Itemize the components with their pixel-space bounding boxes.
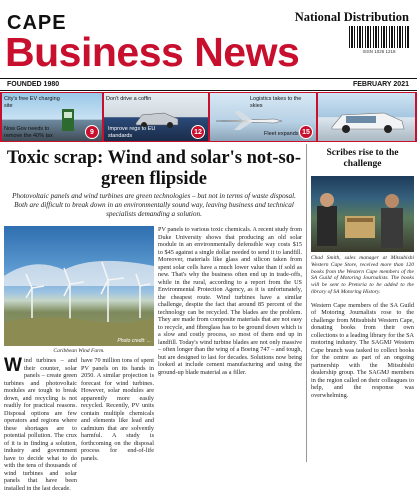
masthead-title: Business News	[5, 29, 300, 75]
teaser-caption: Logistics takes to the skies	[250, 96, 302, 109]
masthead	[0, 0, 417, 88]
teaser-ev-charging[interactable]	[2, 93, 102, 141]
article-headline: Toxic scrap: Wind and solar's not-so-green flipside	[6, 148, 302, 189]
sidebar-photo-caption: Chad Smith, sales manager at Mitsubishi Western Cape Store, received more than 120 books from the Western Cape members of the SA Guild of Motoring Journalists. The books will be sent to Pretoria to be added to the library of SA Motoring History.	[311, 255, 414, 295]
photo-credit: Photo credit: ...	[117, 338, 151, 344]
article-body-text: PV panels to various toxic chemicals. A recent study from Duke University shows that producing an old solar module in an environmentally defensible way costs $15 to $45 against a single dollar needed to send it to landfill. Moreover, materials like glass and silicon taken from spent solar cells have a much lower value than if sold as new. That's why the business often end up in trade-offs, while in the rural, according to a report from the US Environmental Protection Agency, as it is unfortunately, the cheapest route. Wind turbines have a similar challenge, despite the fact that around 85 percent of the technology can be recycled. The blades are the problem. They are made from composite materials that are not easy to recycle, and fibreglass has to be ground down which is a slow and costly process, so most of them end up in landfill. Today's wind turbine blades are not only massive – often longer than the wing of a Boeing 747 – and tough, but are designed to last for decades. Solutions now being looked at include cement manufacturing and using the ground-up blade material as a filler.	[158, 226, 302, 376]
issn-number: ISSN 1026 1218	[362, 49, 396, 54]
teaser-subcaption: Fleet expands	[264, 131, 299, 137]
article-body-text: ind turbines – and their counter, solar panels – create green turbines and photovoltaic modules are tough to break down, and recycling is not readily for practical reasons. Disposal options are few operators and regions where these shortages are to potential pollution. The crux of it is in finding a solution, industry and government have to decide what to do with the tens of thousands of wind turbines and solar panels that have been installed in the last decade.	[4, 357, 77, 492]
page-badge: 12	[191, 125, 205, 139]
issue-date: FEBRUARY 2021	[352, 81, 409, 88]
teaser-logistics-skies[interactable]	[210, 93, 316, 141]
drop-cap: W	[4, 355, 22, 376]
article-column-1	[4, 355, 77, 492]
teaser-fourth[interactable]	[318, 93, 415, 141]
sidebar-story	[306, 144, 414, 462]
teaser-subcaption: Improve regs to EU standards	[108, 126, 156, 139]
article-column-2	[81, 357, 154, 460]
vehicle-icon	[328, 105, 408, 135]
masthead-kicker: CAPE	[7, 12, 67, 34]
teaser-subcaption: Now Gov needs to remove the 40% tax	[4, 126, 53, 139]
page-badge: 15	[299, 125, 313, 139]
airplane-icon	[214, 109, 284, 131]
founded-label: FOUNDED 1980	[7, 81, 60, 88]
teaser-strip	[0, 92, 417, 142]
wind-turbine-icon	[4, 226, 154, 346]
sidebar-headline: Scribes rise to the challenge	[326, 148, 399, 169]
distribution-label: National Distribution	[294, 10, 409, 24]
article-column-3	[158, 226, 302, 460]
people-photo-icon	[311, 176, 414, 252]
article-body-text: have 70 million tons of spent PV panels on its hands in 2050. A similar projection is forecast for wind turbines. However, solar modules are apparently more easily recycled. Recently, PV units contain multiple chemicals and elements like lead and cadmium that are solvently harmful. A study is forthcoming on the disposal process for end-of-life panels.	[81, 357, 154, 462]
article-standfirst: Photovoltaic panels and wind turbines are green technologies – but not in terms of waste disposal. Both are difficult to break down in an environmentally sound way, leaving business and technical specialists demanding a solution.	[12, 192, 296, 218]
barcode	[349, 26, 409, 56]
sidebar-body-text: Western Cape members of the SA Guild of Motoring Journalists rose to the challenge from Mitsubishi Western Cape, donating books from their own collections to a leading library for the SA motoring industry. The SAGMJ Western Cape branch was tasked to collect books for the centre as part of an ongoing partnership with the Mitsubishi dealership group. The SAGMJ members in the region called on their colleagues to help, and the response was overwhelming.	[311, 301, 414, 399]
dateline	[0, 78, 417, 91]
barcode-icon	[349, 26, 409, 48]
teaser-dont-drive-coffin[interactable]	[104, 93, 208, 141]
wind-farm-photo	[4, 226, 154, 346]
page-badge: 9	[85, 125, 99, 139]
teaser-caption: Don't drive a coffin	[106, 96, 152, 102]
sidebar-photo	[311, 176, 414, 252]
teaser-caption: City's free EV charging site	[4, 96, 60, 109]
photo-caption: Caribbean Wind Farm.	[53, 348, 105, 354]
